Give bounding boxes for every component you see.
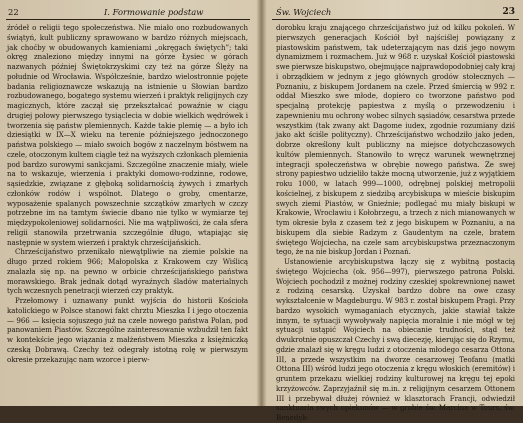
running-title: Św. Wojciech [276, 7, 332, 17]
page-number: 23 [502, 7, 515, 17]
right-page [272, 6, 519, 422]
paragraph: Przełomowy i uznawany punkt wyjścia do historii Kościoła katolickiego w Polsce stanowi fakt chrztu Mieszka I i jego otoczenia — 966 — księcia sojuszego już na czele nowego państwa Polan, pod panowaniem Piastów. Szczególne zainteresowanie wzbudził ten fakt w kontekście jego wiązania z małżeństwem Mieszka z księżniczką czeską Dobrawą. Czechy też odegrały istotną rolę w pierwszym okresie przekazując nam wzorce i pierw- [7, 296, 248, 364]
left-page-text [6, 23, 250, 364]
paragraph: dorobku kraju znającego chrześcijaństwo już od kilku pokoleń. W pierwszych generacjach Kościół był najściślej powiązany z piastowskim państwem, tak udeterzającym nas dziś jego nowym dynamizmem i rozmachem. Już w 968 r. uzyskał Kościół piastowski swe pierwsze biskupstwo, obejmujące najprawdopodobniej cały kraj i obrządkiem w jednym z jego głównych grodów stołecznych — Poznaniu, z biskupem Jordanem na czele. Przed śmiercią w 992 r. oddał Mieszko swe młode, dopiero co tworzone państwo pod specjalną protekcję papiestwa z myślą o przewodzeniu i zapewnieniu mu ochrony wobec silnych sąsiadów, cesarstwa przede wszystkim (tak zwany akt Dagome iudex, zgodnie rozumiany dziś jako akt ściśle polityczny). Chrześcijaństwo wchodziło jako jeden, dobrze określony kult publiczny na miejsce dotychczasowych kultów plemiennych. Stanowiło to wręcz warunek wewnętrznej integracji społeczeństwa w obrębie nowego państwa. Ze swej strony papiestwo udzieliło także mocną utworzenie, już z wyjątkiem roku 1000, w latach 999—1000, odrębnej polskiej metropolii kościelnej, z biskupem z siedzibą arcybiskupa w mieście biskupim swych ziemi Piastów, w Gnieźnie; podlegać mu miały biskupi w Krakowie, Wrocławiu i Kołobrzegu, a trzech z nich mianowanych w tym okresie była z czasem też z jego biskupem w Poznaniu, a na biskupem dla siebie Radzym z Gaudentym na czele, bratem świętego Wojciecha, na czele sam arcybiskupstwa przeznaczonym tego, że na nie biskup Jordan i Poznań. [276, 23, 515, 257]
left-page-header [6, 6, 250, 20]
paragraph: Ustanowienie arcybiskupstwa łączy się z wybitną postacią świętego Wojciecha (ok. 956—997), pierwszego patrona Polski. Wojciech pochodził z możnej rodziny czeskiej spokrewnionej nawet z rodziną cesarską. Uzyskał bardzo dobre na owe czasy wykształcenie w Magdeburgu. W 983 r. został biskupem Pragi. Przy bardzo wysokich wymaganiach etycznych, jakie stawiał także innym, te sytuacji wywoływały napięcia moralnie i nie mógł w tej sytuacji ustąpić Wojciech na obiecanie trudności, stąd też dwukrotnie opuszczał Czechy i swą diecezję, kierując się do Rzymu, gdzie znalazł się w kręgu ludzi z otoczenia młodego cesarza Ottona III, a przede wszystkim na dworze cesarzowej Teofanu (matki Ottona III) wśród ludzi jego otoczenia z kręgu włoskich (eremitów) i gruntem przekazu wielkiej rodziny kulturowej na kręgu tej epoki krzyżowców. Zaprzyjaźnił się m.in. z religijnym cesarzem Ottonem III i przebywał dłużej również w klasztorach Francji, odwiedził sanktuaria swych opiekunów — w grobie św. Marcina w Tours, św. Benedyk- [276, 257, 515, 422]
paragraph: Chrześcijaństwo przenikało niewątpliwie na ziemie polskie na długo przed rokiem 966; Małopolska z Krakowem czy Wiślicą znalazła się np. na pewno w orbicie chrześcijańskiego państwa morawskiego. Brak jednak dotąd wyraźnych śladów materialnych tych wczesnych penetracji wierzeń czy praktyk. [7, 247, 248, 296]
right-page-header [272, 6, 519, 20]
left-page [6, 6, 250, 404]
right-page-text [272, 23, 519, 423]
page-number: 22 [8, 7, 19, 17]
paragraph: źródeł o religii tego społeczeństwa. Nie miało ono rozbudowanych świątyń, kult publiczny sprawowano w bardzo różnych miejscach, jak choćby w obudowanych kamieniami „okręgach świętych”; taki okręg znaleziono między innymi na górze Łysiec w górach nazwanych później Świętokrzyskimi czy też na górze Ślęży na południe od Wrocławia. Współcześnie, bardzo wielostronnie pojęte badania religioznawcze wskazują na istnienie u Słowian bardzo rozbudowanego, bogatego systemu wierzeń i praktyk religijnych czy magicznych, które zaczął się przekształcać powaźnie w ciągu drugiej połowy pierwszego tysiąclecia w dobie wielkich wędrówek i tworzenia się państw plemiennych. Każde takie plemię — a było ich dziesiątki w IX—X wieku na terenie późniejszego jednoczonego państwa polskiego — miało swoich bogów z naczelnym bóstwem na czele, otoczonym kultem ciągle też na wyższych członkach plemienia pod bardzo surowymi sankcjami. Szczególne znaczenie miały, wiele na to wskazuje, wierzenia i praktyki domowo-rodzinne, rodowe, sąsiedzkie, związane z głęboką solidarnością żywych i zmarłych członków rodów i wspólnot. Dlatego o groby, cmentarze, wyposażenie spalanych powszechnie szczątków zmarłych w czczy potrzebne im na tamtym świecie dbano nie tylko w wymiarze tej międzypokoleniowej solidarności. Nie ma wątpliwości, że cała sfera religii stanowiła przetrwania szczególnie długo, wtapiając się następnie w system wierzeń i praktyk chrześcijańskich. [7, 23, 248, 247]
running-title: I. Formowanie podstaw [104, 7, 204, 17]
